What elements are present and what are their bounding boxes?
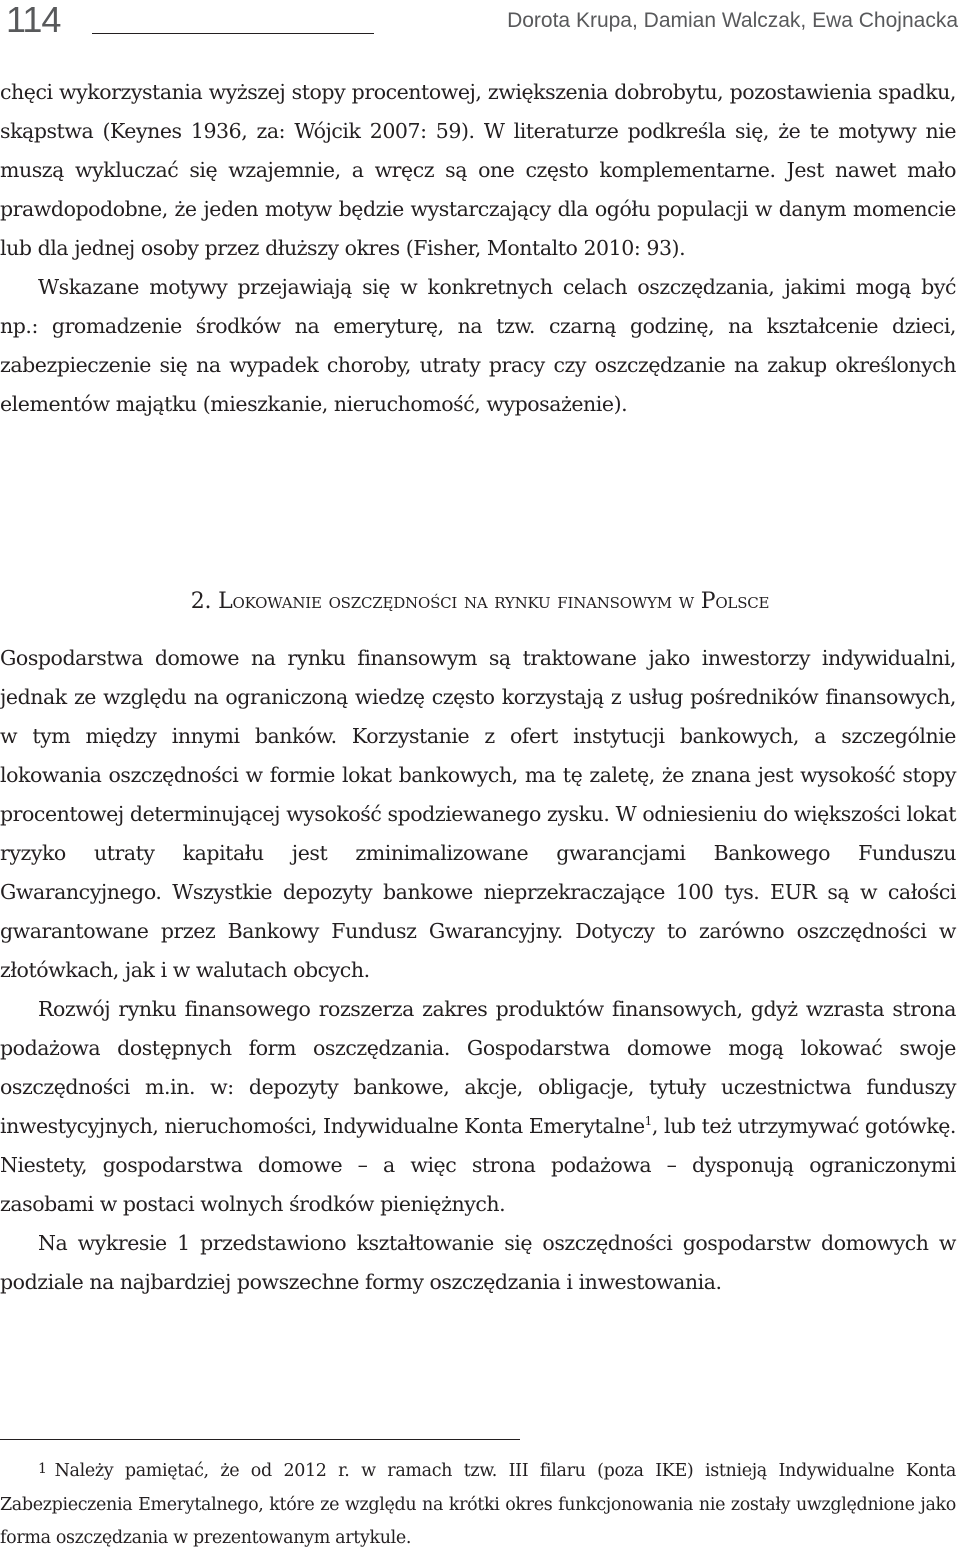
intro-text-block (0, 73, 956, 424)
paragraph-saving-goals: Wskazane motywy przejawiają się w konkretnych celach oszczędzania, jakimi mogą być np.: gromadzenie środków na emeryturę, na tzw. czarną godzinę, na kształcenie dzieci, zabezpieczenie się na wypadek choroby, utraty pracy czy oszczędzanie na zakup określonych elementów majątku (mieszkanie, nieruchomość, wyposażenie). (0, 275, 956, 416)
footnote-reference[interactable]: 1 (644, 1114, 652, 1129)
footnote (0, 1455, 956, 1555)
section-text-block (0, 639, 956, 1302)
running-header-authors: Dorota Krupa, Damian Walczak, Ewa Chojnacka (507, 9, 958, 32)
paragraph-market-development-part2: , lub też utrzymywać gotówkę. Niestety, gospodarstwa domowe – a więc strona podażowa – dysponują ograniczonymi zasobami w postaci wolnych środków pieniężnych. (0, 1114, 956, 1216)
running-header (0, 0, 960, 50)
paragraph-chart-intro: Na wykresie 1 przedstawiono kształtowanie się oszczędności gospodarstw domowych w podziale na najbardziej powszechne formy oszczędzania i inwestowania. (0, 1231, 956, 1294)
paragraph-market-development-part1: Rozwój rynku finansowego rozszerza zakres produktów finansowych, gdyż wzrasta strona podażowa dostępnych form oszczędzania. Gospodarstwa domowe mogą lokować swoje oszczędności m.in. w: depozyty bankowe, akcje, obligacje, tytuły uczestnictwa funduszy inwestycyjnych, nieruchomości, Indywidualne Konta Emerytalne (0, 997, 956, 1138)
paragraph-households-investors: Gospodarstwa domowe na rynku finansowym są traktowane jako inwestorzy indywidualni, jednak ze względu na ograniczoną wiedzę często korzystają z usług pośredników finansowych, w tym między innymi banków. Korzystanie z ofert instytucji bankowych, a szczególnie lokowania oszczędności w formie lokat bankowych, ma tę zaletę, że znana jest wysokość stopy procentowej determinującej wysokość spodziewanego zysku. W odniesieniu do większości lokat ryzyko utraty kapitału jest zminimalizowane gwarancjami Bankowego Funduszu Gwarancyjnego. Wszystkie depozyty bankowe nieprzekraczające 100 tys. EUR są w całości gwarantowane przez Bankowy Fundusz Gwarancyjny. Dotyczy to zarówno oszczędności w złotówkach, jak i w walutach obcych. (0, 646, 956, 982)
page-number: 114 (6, 0, 61, 40)
footnote-text: Należy pamiętać, że od 2012 r. w ramach tzw. III filaru (poza IKE) istnieją Indywidualne Konta Zabezpieczenia Emerytalnego, które ze względu na krótki okres funkcjonowania nie zostały uwzględnione jako forma oszczędzania w prezentowanym artykule. (0, 1461, 956, 1548)
header-rule (92, 33, 374, 34)
footnote-separator (0, 1439, 520, 1440)
paragraph-market-development (0, 990, 956, 1224)
paragraph-motives: chęci wykorzystania wyższej stopy procentowej, zwiększenia dobrobytu, pozostawienia spadku, skąpstwa (Keynes 1936, za: Wójcik 2007: 59). W literaturze podkreśla się, że te motywy nie muszą wykluczać się wzajemnie, a wręcz są one często komplementarne. Jest nawet mało prawdopodobne, że jeden motyw będzie wystarczający dla ogółu populacji w danym momencie lub dla jednej osoby przez dłuższy okres (Fisher, Montalto 2010: 93). (0, 80, 956, 260)
footnote-mark: 1 (38, 1461, 47, 1477)
section-heading: 2. Lokowanie oszczędności na rynku finansowym w Polsce (190, 589, 770, 614)
